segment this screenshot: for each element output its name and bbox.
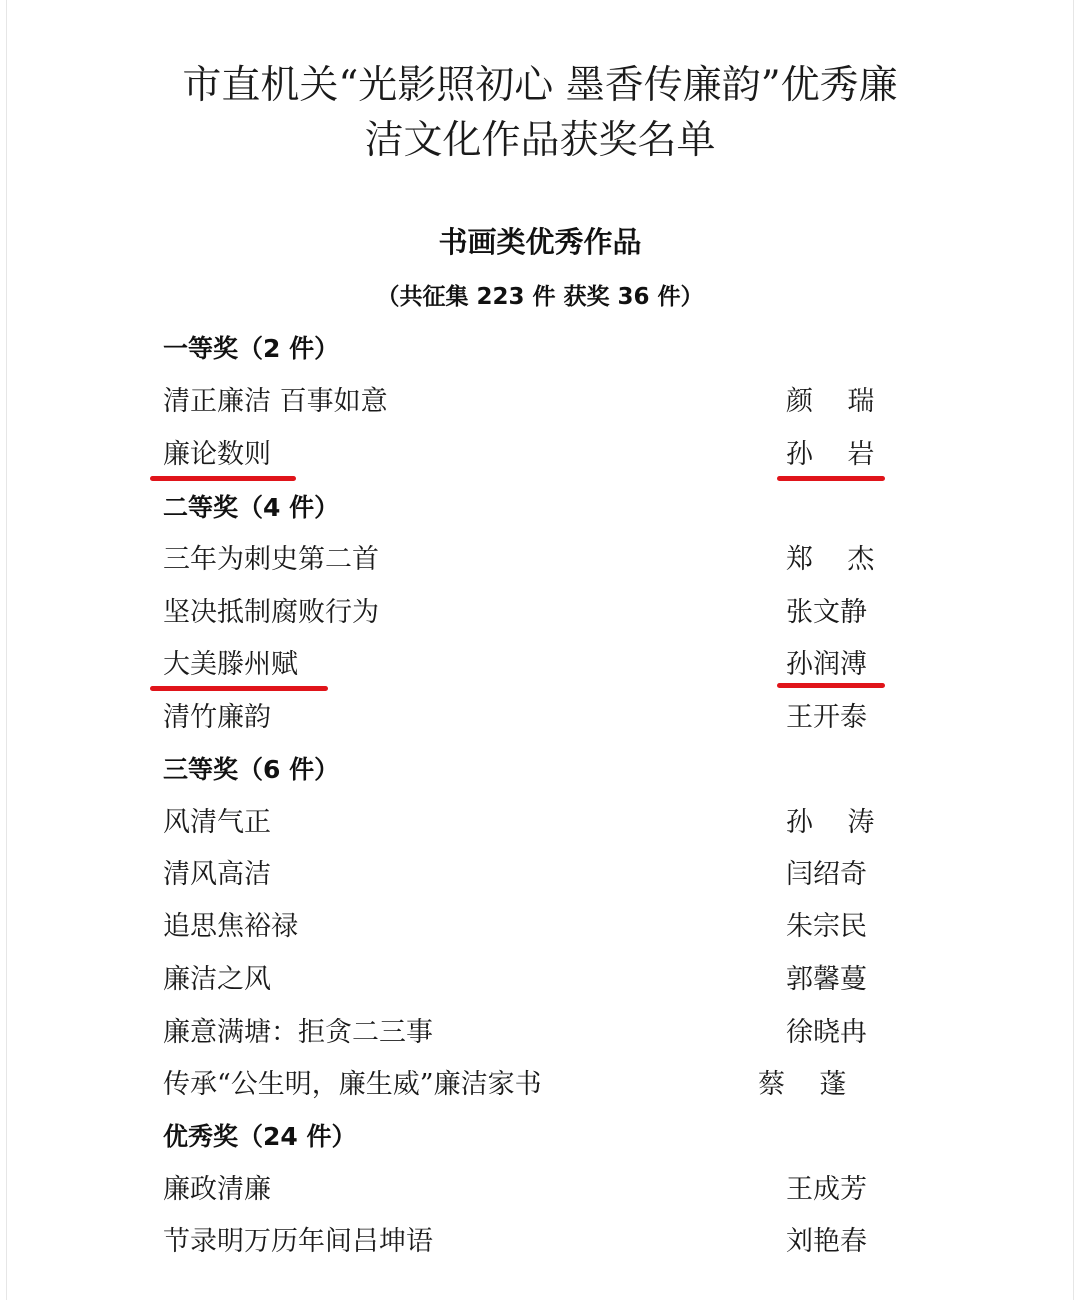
award-heading-excellent: 优秀奖（24 件） [163,1122,357,1151]
author-name: 朱宗民 [786,911,867,942]
work-title: 清竹廉韵 [163,702,271,733]
award-entry [0,540,1080,592]
author-name: 徐晓冉 [786,1017,867,1048]
author-name: 孙 涛 [786,807,875,838]
work-title: 清风高洁 [163,859,271,890]
author-name: 郑 杰 [786,544,875,575]
work-title: 廉洁之风 [163,964,271,995]
award-entry [0,382,1080,434]
document-title [0,58,1080,168]
award-entry [0,855,1080,907]
award-entry [0,960,1080,1012]
red-underline-author [777,476,885,481]
section-title: 书画类优秀作品 [438,225,642,259]
document-title-line-1: 市直机关“光影照初心 墨香传廉韵”优秀廉 [182,63,898,108]
author-name: 颜 瑞 [786,386,875,417]
section-stats: （共征集 223 件 获奖 36 件） [376,284,704,310]
author-name: 王开泰 [786,702,867,733]
work-title: 坚决抵制腐败行为 [163,597,379,628]
red-underline-work [150,686,328,691]
document-title-line-2: 洁文化作品获奖名单 [364,118,716,163]
work-title: 三年为刺史第二首 [163,544,379,575]
author-name: 王成芳 [786,1174,867,1205]
author-name: 闫绍奇 [786,859,867,890]
award-heading-first: 一等奖（2 件） [163,334,340,363]
award-entry [0,1170,1080,1222]
red-underline-work [150,476,296,481]
award-entry [0,907,1080,959]
award-heading-second: 二等奖（4 件） [163,493,340,522]
author-name: 郭馨蔓 [786,964,867,995]
work-title: 风清气正 [163,807,271,838]
award-heading-third: 三等奖（6 件） [163,755,340,784]
work-title: 节录明万历年间吕坤语 [163,1226,433,1257]
work-title: 传承“公生明，廉生威”廉洁家书 [163,1069,542,1100]
author-name: 孙 岩 [786,439,875,470]
author-name: 孙润溥 [786,649,867,680]
work-title: 廉意满塘：拒贪二三事 [163,1017,433,1048]
work-title: 追思焦裕禄 [163,911,298,942]
award-entry [0,593,1080,645]
author-name: 蔡 蓬 [758,1069,847,1100]
author-name: 刘艳春 [786,1226,867,1257]
award-entry [0,1013,1080,1065]
work-title: 廉政清廉 [163,1174,271,1205]
work-title: 清正廉洁 百事如意 [163,386,388,417]
work-title: 大美滕州赋 [163,649,298,680]
work-title: 廉论数则 [163,439,271,470]
award-entry [0,1222,1080,1274]
award-entry [0,1065,1080,1117]
award-entry [0,803,1080,855]
red-underline-author [777,683,885,688]
author-name: 张文静 [786,597,867,628]
award-entry [0,698,1080,750]
